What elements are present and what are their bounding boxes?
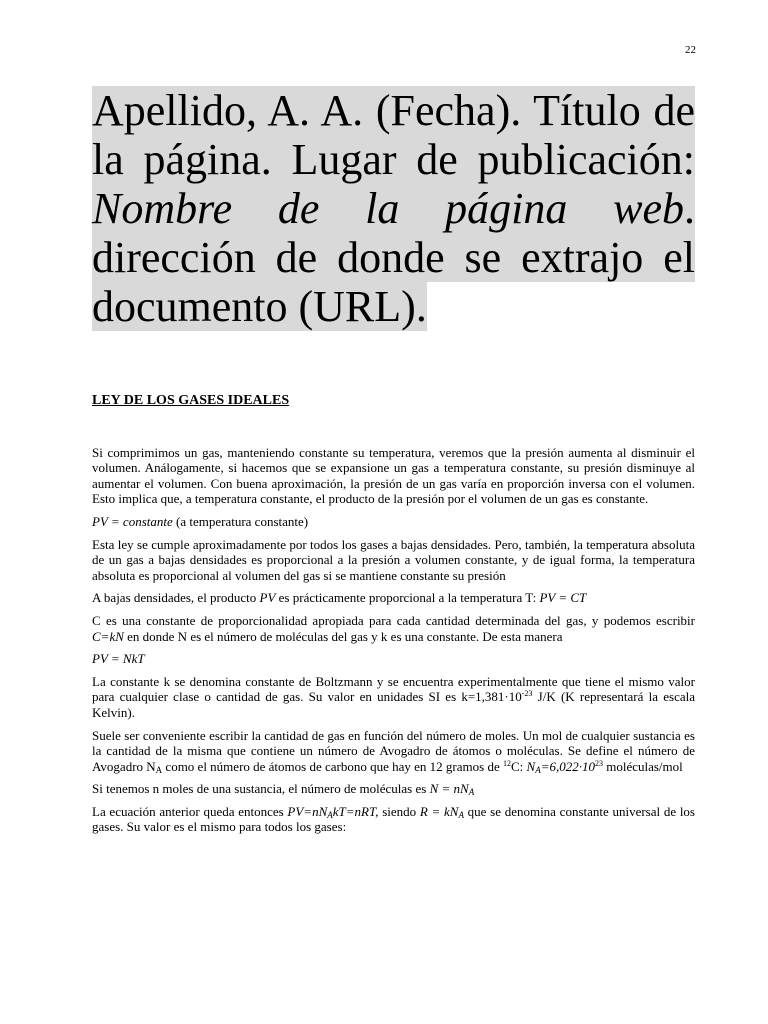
symbol-n: N xyxy=(526,758,536,774)
exponent: -23 xyxy=(521,689,533,699)
paragraph-low-density: Esta ley se cumple aproximadamente por todos los gases a bajas densidades. Pero, también, la temperatura absoluta de un gas a bajas densidades es proporcional a la presión a volumen constante, y de igual forma, la temperatura absoluta es proporcional al volumen del gas si se mantiene constante su presión xyxy=(92,536,695,583)
exponent: 23 xyxy=(594,758,603,768)
citation-template xyxy=(92,86,695,331)
formula-nrt: kT=nRT, xyxy=(332,803,379,819)
citation-site-name: Nombre de la página web xyxy=(92,184,684,233)
subscript: A xyxy=(468,787,475,798)
symbol-pv: PV xyxy=(259,590,276,606)
document-body xyxy=(92,393,695,842)
text: moléculas/mol xyxy=(602,758,683,774)
formula-boyle-expression: PV = constante xyxy=(92,513,173,529)
text: es prácticamente proporcional a la temperatura T: xyxy=(275,590,540,606)
paragraph-constant-c xyxy=(92,613,695,644)
text: siendo xyxy=(378,803,420,819)
text: Si tenemos n moles de una sustancia, el número de moléculas es xyxy=(92,781,430,797)
text: La constante k se denomina constante de Boltzmann y se encuentra experimentalmente que tiene el mismo valor para cualquier clase o cantidad de gas. Su valor en unidades SI es k=1,381·10 xyxy=(92,673,695,705)
formula-pv-nkt xyxy=(92,651,695,667)
formula-n-nna: N = nN xyxy=(429,781,469,797)
formula-c-kn: C=kN xyxy=(92,628,124,644)
citation-highlight xyxy=(92,86,695,331)
subscript: A xyxy=(458,809,464,820)
text: que se denomina constante universal de los gases. Su valor es el mismo para todos los gases: xyxy=(92,803,695,835)
paragraph-proportional xyxy=(92,590,695,606)
citation-text: Apellido, A. A. (Fecha). Título de la página. Lugar de publicación: xyxy=(92,86,695,184)
text: A bajas densidades, el producto xyxy=(92,590,260,606)
paragraph-avogadro xyxy=(92,728,695,775)
isotope-superscript: 12 xyxy=(502,758,511,768)
text: La ecuación anterior queda entonces xyxy=(92,803,288,819)
text: Suele ser conveniente escribir la cantidad de gas en función del número de moles. Un mol de cualquier sustancia es la cantidad de la misma que contiene un número de Avogadro de átomos o moléculas. Se define el número de Avogadro N xyxy=(92,727,695,774)
formula-boyle xyxy=(92,514,695,530)
formula-pv-nnakt: PV=nN xyxy=(287,803,328,819)
text: en donde N es el número de moléculas del gas y k es una constante. De esta manera xyxy=(123,628,563,644)
formula-boyle-note: (a temperatura constante) xyxy=(172,513,309,529)
subscript: A xyxy=(535,764,541,775)
text: J/K (K representará la escala Kelvin). xyxy=(92,689,695,720)
text: C es una constante de proporcionalidad apropiada para cada cantidad determinada del gas, y podemos escribir xyxy=(92,612,695,628)
avogadro-value: =6,022·10 xyxy=(540,758,595,774)
subscript: A xyxy=(155,764,163,775)
formula-pv-ct: PV = CT xyxy=(539,590,587,606)
text: como el número de átomos de carbono que hay en 12 gramos de xyxy=(162,758,503,774)
section-heading: LEY DE LOS GASES IDEALES xyxy=(92,393,290,408)
paragraph-ideal-gas xyxy=(92,804,695,835)
formula-pv-nkt-expression: PV = NkT xyxy=(92,651,145,667)
page-number: 22 xyxy=(685,44,696,56)
text: C: xyxy=(510,758,527,774)
paragraph-moles xyxy=(92,781,695,797)
subscript: A xyxy=(327,809,333,820)
paragraph-intro: Si comprimimos un gas, manteniendo constante su temperatura, veremos que la presión aumenta al disminuir el volumen. Análogamente, si hacemos que se expansione un gas a temperatura constante, su presión disminuye al aumentar el volumen. Con buena aproximación, la presión de un gas varía en proporción inversa con el volumen. Esto implica que, a temperatura constante, el producto de la presión por el volumen de un gas es constante. xyxy=(92,444,695,507)
paragraph-boltzmann xyxy=(92,674,695,721)
citation-url-text: . dirección de donde se extrajo el documento (URL). xyxy=(92,184,695,331)
formula-r-kna: R = kN xyxy=(419,803,459,819)
